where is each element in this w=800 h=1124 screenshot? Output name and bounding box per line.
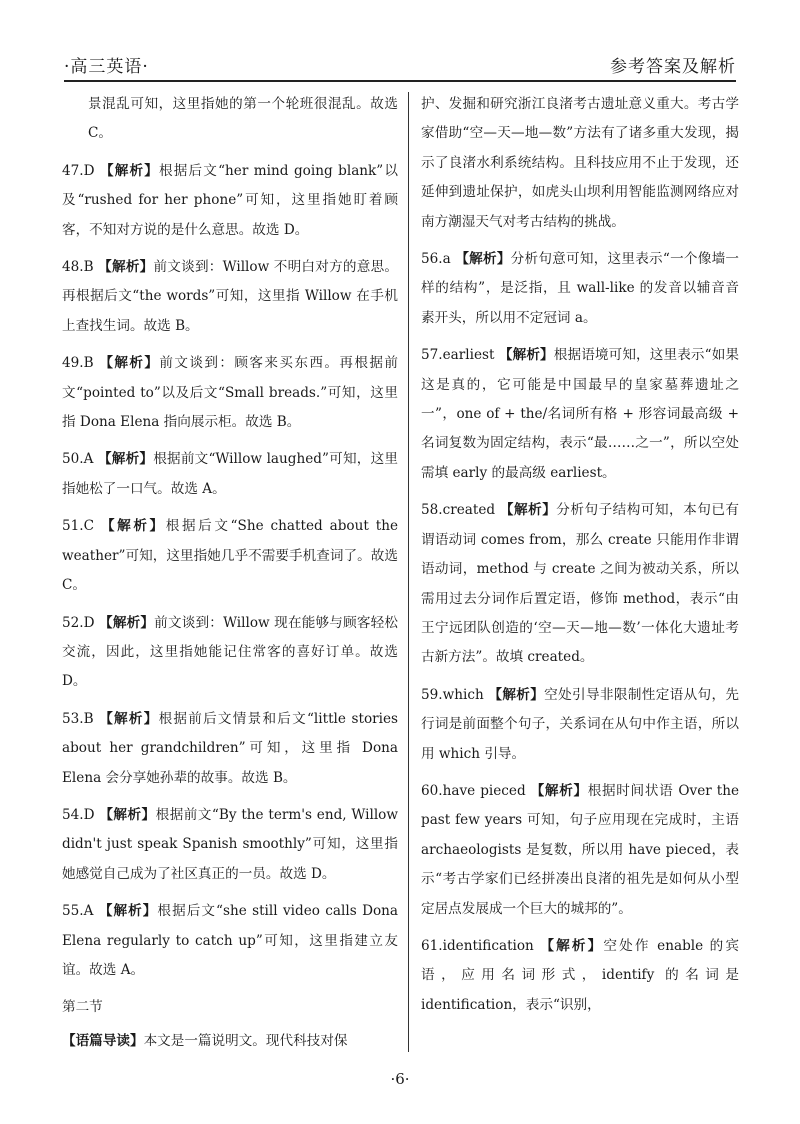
answer-text: 根据后文“She chatted about the weather”可知，这里指她几乎不需要手机查词了。故选 C。 [62,518,399,594]
answer-text: 根据前文“Willow laughed”可知，这里指她松了一口气。故选 A。 [62,451,398,497]
analysis-tag: 【解析】 [99,710,159,727]
answer-text: 根据时间状语 Over the past few years 可知，句子应用现在完成时，主语 archaeologists 是复数，所以用 have pieced，表示“考古学家们已经拼凑出良渚的祖先是如何从小型定居点发展成一个巨大的城邦的”。 [421,782,739,917]
page-number: ·6· [390,1070,410,1088]
left-column [62,90,398,1064]
answer-item [62,705,398,793]
analysis-tag: 【解析】 [97,451,154,468]
answer-item [62,801,398,889]
answer-number: 50.A [62,451,94,468]
answer-text: 分析句意可知，这里表示“一个像墙一样的结构”，是泛指，且 wall-like 的发音以辅音音素开头，所以用不定冠词 a。 [421,251,740,326]
answer-text: 前文谈到：顾客来买东西。再根据前文“pointed to”以及后文“Small breads.”可知，这里指 Dona Elena 指向展示柜。故选 B。 [62,355,398,431]
answer-number: 51.C [62,518,95,535]
answer-text: 根据后文“she still video calls Dona Elena regularly to catch up”可知，这里指建立友谊。故选 A。 [62,903,399,978]
answer-number: 59.which [421,686,484,703]
right-column [421,90,739,1028]
answer-item [62,253,398,341]
answer-text: 空处引导非限制性定语从句，先行词是前面整个句子，关系词在从句中作主语，所以用 which 引导。 [421,686,739,762]
header-rule [64,80,736,82]
analysis-tag: 【解析】 [99,355,160,372]
answer-number: 53.B [62,710,94,727]
answer-text: 景混乱可知，这里指她的第一个轮班很混乱。故选 C。 [88,96,398,142]
analysis-tag: 【解析】 [100,518,166,535]
analysis-tag: 【解析】 [540,937,604,954]
answer-text: 前文谈到：Willow 不明白对方的意思。再根据后文“the words”可知，这里指 Willow 在手机上查找生词。故选 B。 [62,259,398,334]
answer-text: 根据后文“her mind going blank”以及“rushed for her phone”可知，这里指她盯着顾客，不知对方说的是什么意思。故选 D。 [62,162,398,238]
page-header [64,46,736,80]
answer-number: 55.A [62,903,94,920]
analysis-tag: 【解析】 [455,251,511,268]
answer-text: 根据前文“By the term's end, Willow didn't just speak Spanish smoothly”可知，这里指她感觉自己成为了社区真正的一员。故选 D。 [62,806,398,882]
answer-item [421,341,739,488]
analysis-tag: 【解析】 [530,782,588,799]
subject-title: ·高三英语· [64,57,149,77]
answer-number: 60.have pieced [421,782,526,799]
answer-number: 58.created [421,502,496,519]
analysis-tag: 【解析】 [98,903,158,920]
answer-item [421,681,739,769]
answer-number: 49.B [62,355,94,372]
answer-item [62,512,398,600]
answer-item [62,609,398,697]
answer-text: 根据语境可知，这里表示“如果这是真的，它可能是中国最早的皇家墓葬遗址之一”，one of + the/名词所有格 + 形容词最高级 + 名词复数为固定结构，表示“最……之一”，所以空处需填 early 的最高级 earliest。 [421,347,740,481]
answer-text: 分析句子结构可知，本句已有谓语动词 comes from，那么 create 只能用作非谓语动词，method 与 create 之间为被动关系，所以需用过去分词作后置定语，修饰 method，表示“由王宁远团队创造的‘空—天—地—数’一体化大遗址考古新方法”。故填 created。 [421,502,740,666]
analysis-tag: 【解析】 [99,806,156,823]
analysis-tag: 【解析】 [499,502,557,519]
answer-number: 52.D [62,614,95,631]
answer-item [62,445,398,504]
answer-number: 54.D [62,806,95,823]
answer-item [62,349,398,437]
answer-number: 57.earliest [421,347,495,364]
analysis-tag: 【解析】 [99,614,155,631]
answer-item [62,157,398,245]
answer-number: 48.B [62,259,94,276]
section-title: 参考答案及解析 [610,57,736,77]
answer-item [62,90,398,149]
answer-number: 47.D [62,162,95,179]
analysis-tag: 【解析】 [98,259,154,276]
answer-text: 空处作 enable 的宾语，应用名词形式，identify 的名词是 identification，表示“识别， [421,937,740,1013]
answer-number: 61.identification [421,937,534,954]
answer-text: 前文谈到：Willow 现在能够与顾客轻松交流，因此，这里指她能记住常客的喜好订单。故选 D。 [62,614,399,690]
column-divider [408,92,409,1052]
guide-text: 本文是一篇说明文。现代科技对保 [143,1032,348,1049]
answer-item [421,245,739,333]
passage-guide [62,1027,398,1056]
analysis-tag: 【解析】 [488,686,545,703]
guide-tag: 【语篇导读】 [62,1032,144,1049]
answer-item [421,777,739,924]
answer-text: 根据前后文情景和后文“little stories about her grandchildren”可知，这里指 Dona Elena 会分享她孙辈的故事。故选 B。 [62,710,399,786]
answer-item [421,496,739,672]
analysis-tag: 【解析】 [100,162,160,179]
answer-item [421,932,739,1020]
guide-continuation: 护、发掘和研究浙江良渚考古遗址意义重大。考古学家借助“空—天—地—数”方法有了诸多重大发现，揭示了良渚水利系统结构。且科技应用不止于发现，还延伸到遗址保护，如虎头山坝利用智能监测网络应对南方潮湿天气对考古结构的挑战。 [421,96,739,230]
section-heading: 第二节 [62,999,103,1016]
answer-number: 56.a [421,251,451,268]
answer-item [62,897,398,985]
analysis-tag: 【解析】 [498,347,554,364]
